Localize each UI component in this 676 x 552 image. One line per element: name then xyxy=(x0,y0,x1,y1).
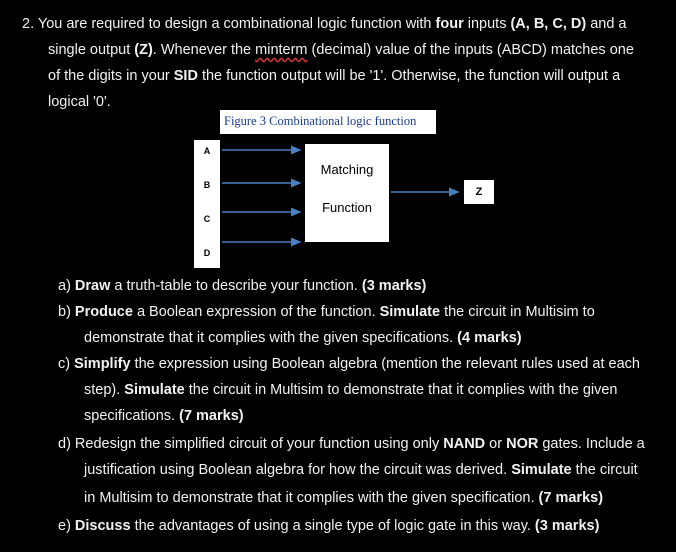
part-c-cont-2 xyxy=(84,408,244,424)
text: the advantages of using a single type of logic gate in this way. xyxy=(130,518,535,534)
text: the function output will be '1'. Otherwise, the function will output a xyxy=(197,68,621,84)
text-bold: Produce xyxy=(74,304,133,320)
block-label-2: Function xyxy=(322,200,372,215)
input-d-label: D xyxy=(203,248,211,258)
text: in Multisim to demonstrate that it complies with the given specification. xyxy=(84,490,539,506)
text: a) xyxy=(58,278,75,294)
part-e xyxy=(58,518,599,534)
question-line-4: logical '0'. xyxy=(48,94,111,110)
part-d-cont-1 xyxy=(84,462,638,478)
block-label-1: Matching xyxy=(320,162,374,177)
part-c-cont-1 xyxy=(84,382,618,398)
text: c) xyxy=(58,356,75,372)
text: gates. Include a xyxy=(538,436,645,452)
text-bold: SID xyxy=(173,68,198,84)
part-c xyxy=(58,356,640,372)
part-b xyxy=(58,304,595,320)
output-z-label: Z xyxy=(464,180,494,204)
text-bold: four xyxy=(435,16,464,32)
part-b-cont xyxy=(84,330,522,346)
text: b) xyxy=(58,304,75,320)
text: justification using Boolean algebra for how the circuit was derived. xyxy=(84,462,512,478)
matching-function-block xyxy=(305,144,389,242)
text: single output xyxy=(48,42,135,58)
text-bold: Simulate xyxy=(379,304,441,320)
text-bold: Draw xyxy=(74,278,111,294)
marks: (7 marks) xyxy=(179,408,244,424)
text: step). xyxy=(84,382,125,398)
marks: (7 marks) xyxy=(538,490,604,506)
text: and a xyxy=(586,16,627,32)
text: or xyxy=(485,436,507,452)
marks: (3 marks) xyxy=(534,518,600,534)
input-c-label: C xyxy=(203,214,211,224)
text-bold: NAND xyxy=(443,436,486,452)
text: specifications. xyxy=(84,408,180,424)
text: the circuit xyxy=(571,462,638,478)
figure-caption: Figure 3 Combinational logic function xyxy=(220,110,436,134)
text: the circuit in Multisim to demonstrate that it complies with the given xyxy=(184,382,618,398)
marks: (3 marks) xyxy=(361,278,427,294)
part-a xyxy=(58,278,426,294)
input-b-label: B xyxy=(203,180,211,190)
text: a truth-table to describe your function. xyxy=(110,278,362,294)
text-bold: Simulate xyxy=(511,462,572,478)
text-bold: Discuss xyxy=(74,518,131,534)
input-a-label: A xyxy=(203,146,211,156)
text: . Whenever the xyxy=(152,42,256,58)
part-d xyxy=(58,436,645,452)
text: the expression using Boolean algebra (mention the relevant rules used at each xyxy=(130,356,640,372)
text-bold: NOR xyxy=(506,436,539,452)
spellcheck-word: minterm xyxy=(255,42,308,58)
text: (decimal) value of the inputs (ABCD) matches one xyxy=(307,42,634,58)
text: d) xyxy=(58,436,75,452)
text: demonstrate that it complies with the given specifications. xyxy=(84,330,458,346)
text: a Boolean expression of the function. xyxy=(132,304,380,320)
text-bold: Simplify xyxy=(74,356,131,372)
text-bold: Simulate xyxy=(124,382,185,398)
text: inputs xyxy=(463,16,511,32)
text: Redesign the simplified circuit of your function using only xyxy=(74,436,444,452)
text: e) xyxy=(58,518,75,534)
text: 2. You are required to design a combinational logic function with xyxy=(22,16,436,32)
text-bold: (Z) xyxy=(134,42,153,58)
text: of the digits in your xyxy=(48,68,174,84)
text-bold: (A, B, C, D) xyxy=(510,16,587,32)
marks: (4 marks) xyxy=(457,330,522,346)
text: the circuit in Multisim to xyxy=(440,304,595,320)
part-d-cont-2 xyxy=(84,490,603,506)
